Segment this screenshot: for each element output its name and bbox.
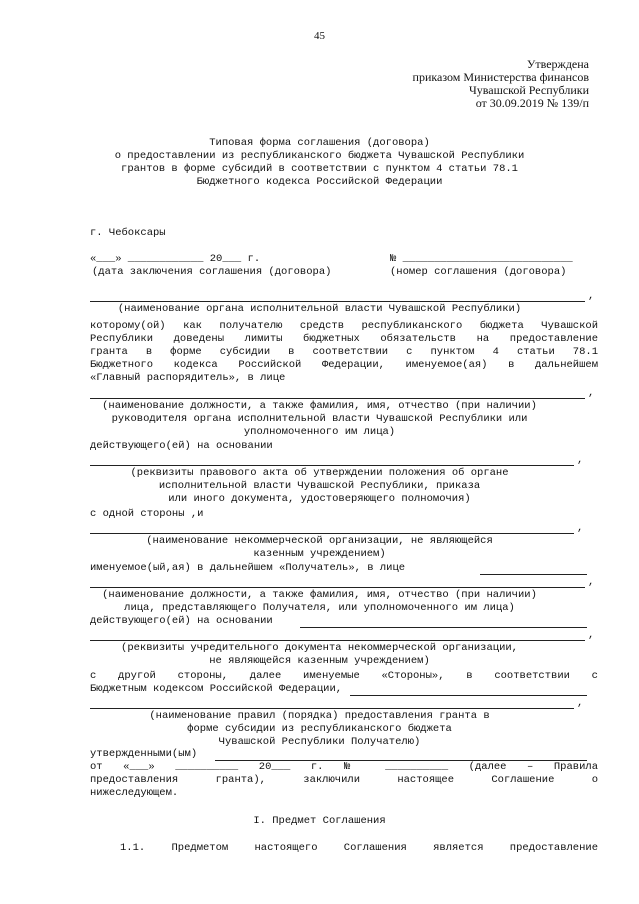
title-line: о предоставлении из республиканского бюджета Чувашской Республики xyxy=(114,150,525,162)
from-line: нижеследующем. xyxy=(90,787,179,799)
founding-blank-line xyxy=(90,640,585,641)
one-side: с одной стороны ,и xyxy=(90,508,204,520)
organ-caption: (наименование органа исполнительной власти Чувашской Республики) xyxy=(117,303,522,315)
date-caption: (дата заключения соглашения (договора) xyxy=(92,266,332,278)
rules-blank-line xyxy=(90,708,574,709)
comma: , xyxy=(588,290,595,302)
act-caption: (реквизиты правового акта об утверждении положения об органе xyxy=(130,467,509,479)
act-caption: или иного документа, удостоверяющего полномочия) xyxy=(168,493,471,505)
comma: , xyxy=(588,629,595,641)
head-caption: (наименование должности, а также фамилия, имя, отчество (при наличии) xyxy=(102,400,537,412)
founding-caption: не являющейся казенным учреждением) xyxy=(209,655,430,667)
paragraph-line: Бюджетного кодекса Российской Федерации, именуемое(ая) в дальнейшем xyxy=(90,359,598,371)
code-blank xyxy=(350,695,587,696)
title-line: грантов в форме субсидий в соответствии с пунктом 4 статьи 78.1 xyxy=(121,163,518,175)
head-blank-line xyxy=(90,398,585,399)
head-caption: уполномоченного им лица) xyxy=(243,426,396,438)
approval-line: Утверждена xyxy=(526,57,589,71)
clause-1-1: 1.1. Предметом настоящего Соглашения является предоставление xyxy=(120,842,598,854)
paragraph-line: Республики доведены лимиты бюджетных обязательств на предоставление xyxy=(90,333,598,345)
section-title: I. Предмет Соглашения xyxy=(253,815,386,827)
nko-caption: (наименование некоммерческой организации, не являющейся xyxy=(146,535,493,547)
basis-label: действующего(ей) на основании xyxy=(90,440,273,452)
recipient-caption: лица, представляющего Получателя, или уполномоченного им лица) xyxy=(124,602,515,614)
comma: , xyxy=(588,387,595,399)
recipient-blank-line xyxy=(90,587,585,588)
rules-caption: Чувашской Республики Получателю) xyxy=(218,736,421,748)
other-side: Бюджетным кодексом Российской Федерации, xyxy=(90,683,343,695)
paragraph-line: которому(ой) как получателю средств республиканского бюджета Чувашской xyxy=(90,320,598,332)
from-line: предоставления гранта), заключили настоящее Соглашение о xyxy=(90,774,598,786)
head-caption: руководителя органа исполнительной власти Чувашской Республики или xyxy=(111,413,528,425)
approval-line: от 30.09.2019 № 139/п xyxy=(475,96,589,110)
nko-blank-line xyxy=(90,533,574,534)
title-line: Типовая форма соглашения (договора) xyxy=(209,137,430,149)
organ-blank-line xyxy=(90,301,585,302)
number-caption: (номер соглашения (договора) xyxy=(390,266,567,278)
title-line: Бюджетного кодекса Российской Федерации xyxy=(196,176,443,188)
basis-label: действующего(ей) на основании xyxy=(90,615,273,627)
approval-line: приказом Министерства финансов xyxy=(412,70,589,84)
recipient-caption: (наименование должности, а также фамилия, имя, отчество (при наличии) xyxy=(102,589,537,601)
comma: , xyxy=(577,522,584,534)
named-recipient: именуемое(ый,ая) в дальнейшем «Получатель», в лице xyxy=(90,562,406,574)
approval-line: Чувашской Республики xyxy=(468,83,589,97)
date-line: «___» ____________ 20___ г. xyxy=(90,253,261,265)
approval-stamp xyxy=(413,58,589,110)
rules-caption: форме субсидии из республиканского бюджета xyxy=(187,723,452,735)
nko-caption: казенным учреждением) xyxy=(253,548,386,560)
paragraph-line: «Главный распорядитель», в лице xyxy=(90,372,286,384)
comma: , xyxy=(577,697,584,709)
approved-by: утвержденными(ым) xyxy=(90,748,198,760)
number-line: № ___________________________ xyxy=(390,253,573,265)
rules-caption: (наименование правил (порядка) предоставления гранта в xyxy=(149,710,490,722)
paragraph-line: гранта в форме субсидии в соответствии с пунктом 4 статьи 78.1 xyxy=(90,346,598,358)
founding-caption: (реквизиты учредительного документа некоммерческой организации, xyxy=(121,642,518,654)
city: г. Чебоксары xyxy=(90,227,166,239)
act-blank-line xyxy=(90,465,574,466)
other-side: с другой стороны, далее именуемые «Стороны», в соответствии с xyxy=(90,670,598,682)
recipient-name-blank xyxy=(480,574,587,575)
from-line: от «___» __________ 20___ г. № __________ (далее – Правила xyxy=(90,761,598,773)
basis-blank xyxy=(300,627,587,628)
act-caption: исполнительной власти Чувашской Республики, приказа xyxy=(158,480,481,492)
comma: , xyxy=(588,576,595,588)
page-number: 45 xyxy=(314,30,325,42)
comma: , xyxy=(577,454,584,466)
